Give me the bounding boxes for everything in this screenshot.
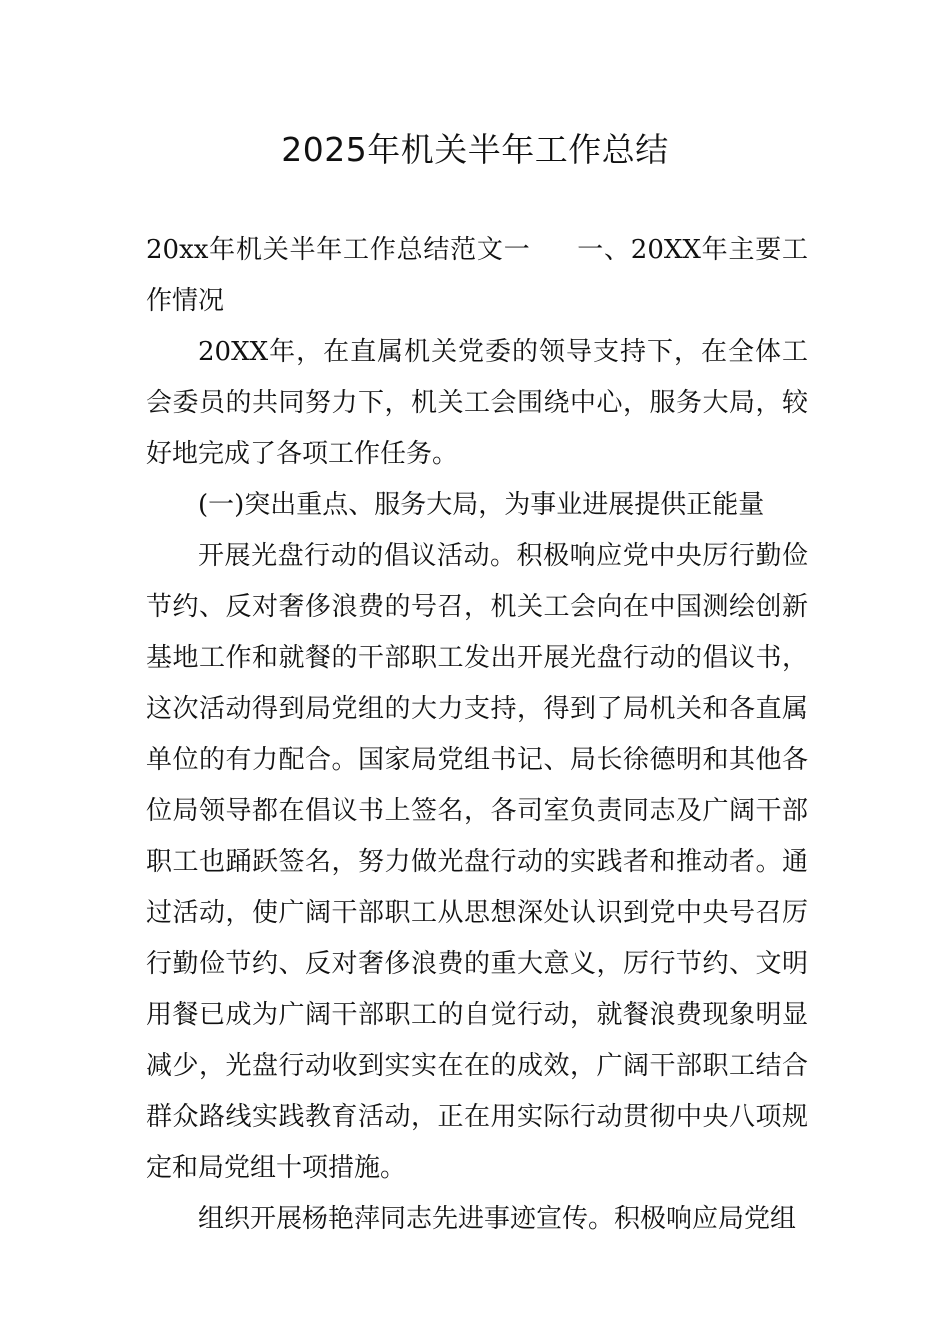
section-heading: 一、20XX年主要工作情况 [146, 235, 808, 316]
paragraph-propaganda: 组织开展杨艳萍同志先进事迹宣传。积极响应局党组 [198, 1204, 797, 1234]
intro-paragraph [146, 225, 808, 327]
document-title: 2025年机关半年工作总结 [281, 130, 669, 169]
paragraph-clean-plate: 开展光盘行动的倡议活动。积极响应党中央厉行勤俭节约、反对奢侈浪费的号召，机关工会向在中国测绘创新基地工作和就餐的干部职工发出开展光盘行动的倡议书，这次活动得到局党组的大力支持，得到了局机关和各直属单位的有力配合。国家局党组书记、局长徐德明和其他各位局领导都在倡议书上签名，各司室负责同志及广阔干部职工也踊跃签名，努力做光盘行动的实践者和推动者。通过活动，使广阔干部职工从思想深处认识到党中央号召厉行勤俭节约、反对奢侈浪费的重大意义，厉行节约、文明用餐已成为广阔干部职工的自觉行动，就餐浪费现象明显减少，光盘行动收到实实在在的成效，广阔干部职工结合群众路线实践教育活动，正在用实际行动贯彻中央八项规定和局党组十项措施。 [146, 541, 808, 1183]
document-body [146, 225, 808, 1245]
paragraph-summary: 20XX年，在直属机关党委的领导支持下，在全体工会委员的共同努力下，机关工会围绕中心，服务大局，较好地完成了各项工作任务。 [146, 337, 808, 469]
paragraph-subheading: (一)突出重点、服务大局，为事业进展提供正能量 [198, 490, 765, 520]
intro-heading: 20xx年机关半年工作总结范文一 [146, 235, 531, 265]
